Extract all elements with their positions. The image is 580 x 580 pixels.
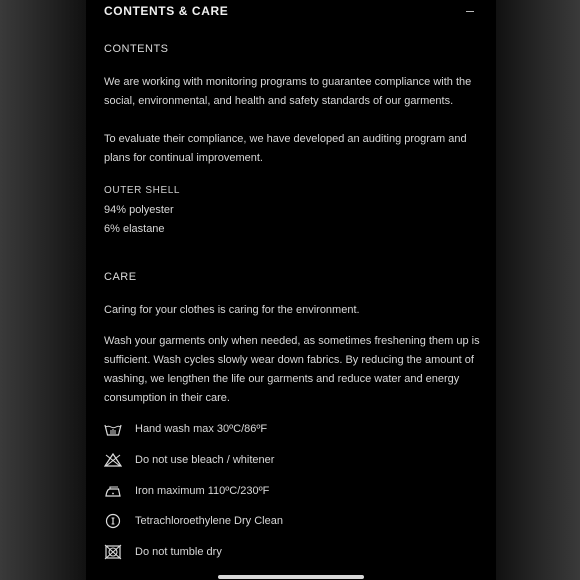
left-background: [0, 0, 86, 580]
care-instruction-text: Do not use bleach / whitener: [135, 454, 275, 466]
care-instruction-text: Hand wash max 30ºC/86ºF: [135, 423, 268, 435]
care-instruction-no-tumble-dry: [104, 542, 222, 562]
care-instruction-hand-wash: [104, 419, 267, 439]
care-instruction-text: Do not tumble dry: [135, 546, 222, 558]
hand-wash-icon: [104, 421, 122, 437]
care-paragraph: Wash your garments only when needed, as sometimes freshening them up is sufficient. Wash cycles slowly wear down fabrics. By reducing the amount of washing, we lengthen the life our garments and reduce water and energy consumption in their care.: [104, 335, 480, 404]
care-instruction-iron: [104, 481, 269, 501]
composition-item: 6% elastane: [104, 223, 165, 235]
collapse-icon[interactable]: [466, 11, 474, 12]
right-background: [496, 0, 580, 580]
contents-care-header[interactable]: [104, 3, 476, 19]
iron-icon: [104, 483, 122, 499]
no-bleach-icon: [104, 452, 122, 468]
contents-label: CONTENTS: [104, 43, 169, 55]
contents-paragraph-2: To evaluate their compliance, we have developed an auditing program and plans for continual improvement.: [104, 133, 467, 164]
home-indicator[interactable]: [218, 575, 364, 579]
composition-item: 94% polyester: [104, 204, 174, 216]
care-label: CARE: [104, 271, 137, 283]
care-instruction-text: Tetrachloroethylene Dry Clean: [135, 515, 283, 527]
outer-shell-label: OUTER SHELL: [104, 185, 181, 196]
dry-clean-icon: [104, 513, 122, 529]
care-instruction-no-bleach: [104, 450, 274, 470]
section-title: CONTENTS & CARE: [104, 4, 229, 18]
care-instruction-text: Iron maximum 110ºC/230ºF: [135, 485, 270, 497]
contents-paragraph-1: We are working with monitoring programs to guarantee compliance with the social, environmental, and health and safety standards of our garments.: [104, 76, 472, 107]
contents-care-panel: [86, 0, 496, 580]
no-tumble-dry-icon: [104, 544, 122, 560]
care-instruction-dry-clean: [104, 511, 283, 531]
care-intro: Caring for your clothes is caring for the environment.: [104, 304, 360, 316]
